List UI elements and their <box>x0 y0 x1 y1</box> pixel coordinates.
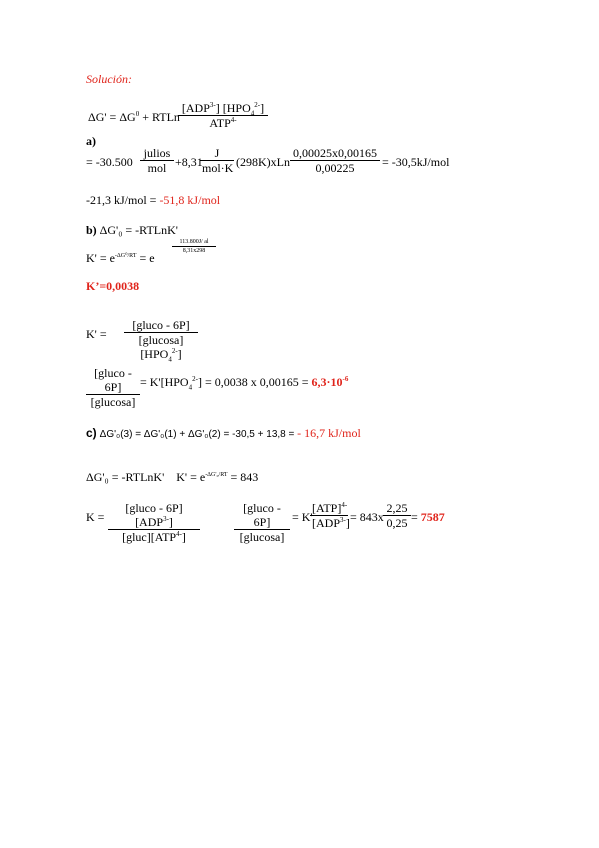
final-k-lhs: K = <box>86 510 105 524</box>
kprime-fraction: [gluco - 6P] $[glucosa][HPO_4^{2-}]$ <box>124 318 198 361</box>
part-a-label: a) <box>86 134 96 148</box>
ratio-fraction: [gluco - 6P] [glucosa] <box>86 366 140 409</box>
part-b-exp-fraction: $\frac{113.800J/ al}{8,31x298}$ <box>172 238 216 255</box>
ratio-equation: = $K'[HPO_4^{2-}] = 0,0038$ x $0,00165 = 6,3\cdot 10^{-6}$ <box>140 375 349 392</box>
final-line1: ΔG'₀ = -RTLnK' $K' = e^{-\Delta G'_0/RT} = 843$ <box>86 470 259 484</box>
part-b-result: K’=0,0038 <box>86 279 140 293</box>
final-225-fraction: $\frac{2,25}{0,25}$ <box>383 501 411 530</box>
part-a-frac-jmolk: J mol·K <box>202 146 234 175</box>
part-a-plus: +8,31 <box>175 155 203 169</box>
kprime-lhs: K' = <box>86 327 107 341</box>
delta-g-equation: $\Delta G' = \Delta G^0$ + RTLn <box>88 110 180 124</box>
final-k-fraction: [gluco - $6P][ADP^{3-}]$ $[gluc][ATP^{4-}]$ <box>108 501 200 544</box>
final-843: = 843x <box>350 510 384 524</box>
part-a-eq-start: = -30.500 <box>86 155 133 169</box>
solution-heading: Solución: <box>86 72 132 86</box>
delta-g-fraction: $[ADP^{3-}]$ $[HPO_4^{2-}]$ $ATP^{4-}$ <box>178 101 268 130</box>
final-ratio-fraction: [gluco - 6P] [glucosa] <box>234 501 290 544</box>
part-b-k-equation: $K' = e^{-\Delta G^0/RT} = e$ <box>86 251 155 265</box>
part-b-line1: b) ΔG'₀ = -RTLnK' <box>86 223 178 237</box>
part-a-eq-end: = -30,5kJ/mol <box>382 155 450 169</box>
part-a-frac-julios: julios mol <box>140 146 174 175</box>
final-ratio-k: = K' <box>292 510 313 524</box>
part-a-mid: (298K)xLn <box>236 155 290 169</box>
final-result: = 7587 <box>411 510 445 524</box>
part-a-frac-ln: $\frac{0,00025x0,00165}{0,00225}$ <box>290 146 380 175</box>
part-c-line: c) ΔG'₀(3) = ΔG'₀(1) + ΔG'₀(2) = -30,5 + 13,8 = - 16,7 kJ/mol <box>86 426 361 440</box>
final-atp-adp-fraction: [ATP]$^{4-}$ $[ADP^{3-}]$ <box>312 501 350 530</box>
part-a-line2: -21,3 kJ/mol = -51,8 kJ/mol <box>86 193 221 207</box>
